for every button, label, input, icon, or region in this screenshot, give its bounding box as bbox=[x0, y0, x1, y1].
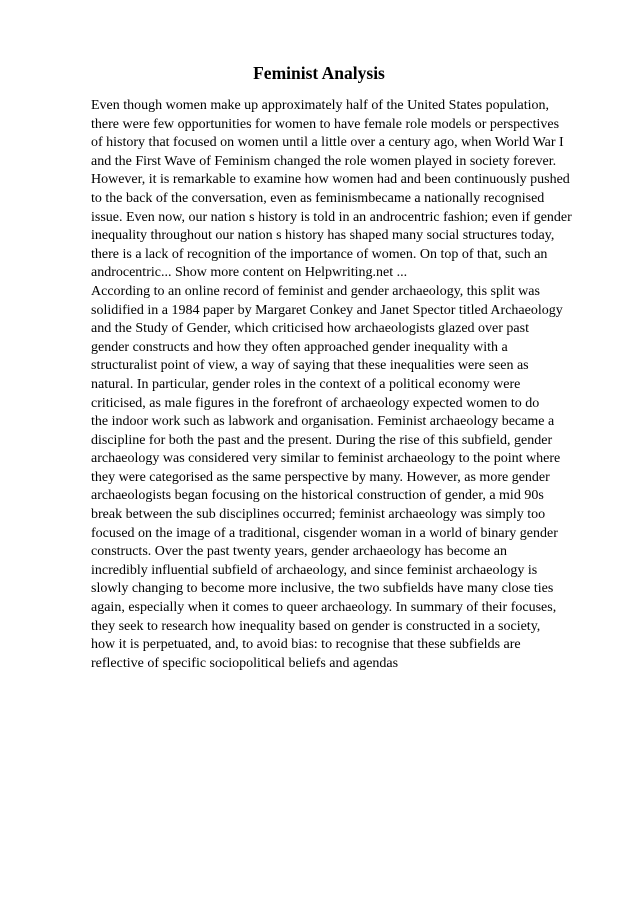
text-line: inequality throughout our nation s history has shaped many social structures today, bbox=[91, 228, 555, 244]
text-line: According to an online record of feminist and gender archaeology, this split was bbox=[91, 283, 540, 299]
text-line: criticised, as male figures in the forefront of archaeology expected women to do bbox=[91, 395, 540, 411]
text-line: and the Study of Gender, which criticised how archaeologists glazed over past bbox=[91, 321, 529, 337]
text-line: archaeology was considered very similar to feminist archaeology to the point where bbox=[91, 451, 561, 467]
text-line: and the First Wave of Feminism changed the role women played in society forever. bbox=[91, 153, 557, 169]
text-line: discipline for both the past and the present. During the rise of this subfield, gender bbox=[91, 432, 553, 448]
text-line: break between the sub disciplines occurred; feminist archaeology was simply too bbox=[91, 507, 546, 523]
text-line: incredibly influential subfield of archaeology, and since feminist archaeology is bbox=[91, 562, 538, 578]
document-title: Feminist Analysis bbox=[253, 63, 385, 83]
text-line: natural. In particular, gender roles in the context of a political economy were bbox=[91, 376, 521, 392]
text-line: again, especially when it comes to queer archaeology. In summary of their focuses, bbox=[91, 600, 557, 616]
text-line: slowly changing to become more inclusive, the two subfields have many close ties bbox=[91, 581, 554, 597]
text-line: there were few opportunities for women to have female role models or perspectives bbox=[91, 116, 560, 132]
text-line: to the back of the conversation, even as feminismbecame a nationally recognised bbox=[91, 190, 545, 206]
text-line: the indoor work such as labwork and organisation. Feminist archaeology became a bbox=[91, 414, 555, 430]
text-line: structuralist point of view, a way of saying that these inequalities were seen as bbox=[91, 358, 529, 374]
text-line: constructs. Over the past twenty years, gender archaeology has become an bbox=[91, 544, 507, 560]
text-line: issue. Even now, our nation s history is told in an androcentric fashion; even if gender bbox=[91, 209, 572, 225]
text-line: they were categorised as the same perspective by many. However, as more gender bbox=[91, 469, 550, 485]
text-line: of history that focused on women until a little over a century ago, when World War I bbox=[91, 135, 564, 151]
text-line: focused on the image of a traditional, cisgender woman in a world of binary gender bbox=[91, 525, 558, 541]
text-line: reflective of specific sociopolitical beliefs and agendas bbox=[91, 655, 399, 671]
text-line: However, it is remarkable to examine how women had and been continuously pushed bbox=[91, 172, 570, 188]
document-body bbox=[91, 97, 591, 673]
text-line: archaeologists began focusing on the historical construction of gender, a mid 90s bbox=[91, 488, 544, 504]
text-line: Even though women make up approximately half of the United States population, bbox=[91, 98, 550, 113]
text-line: they seek to research how inequality based on gender is constructed in a society, bbox=[91, 618, 541, 634]
text-line: gender constructs and how they often approached gender inequality with a bbox=[91, 339, 508, 355]
text-line: solidified in a 1984 paper by Margaret Conkey and Janet Spector titled Archaeology bbox=[91, 302, 563, 318]
text-line: there is a lack of recognition of the importance of women. On top of that, such an bbox=[91, 246, 548, 262]
text-line: how it is perpetuated, and, to avoid bias: to recognise that these subfields are bbox=[91, 637, 521, 653]
text-line: androcentric... Show more content on Helpwriting.net ... bbox=[91, 265, 408, 281]
